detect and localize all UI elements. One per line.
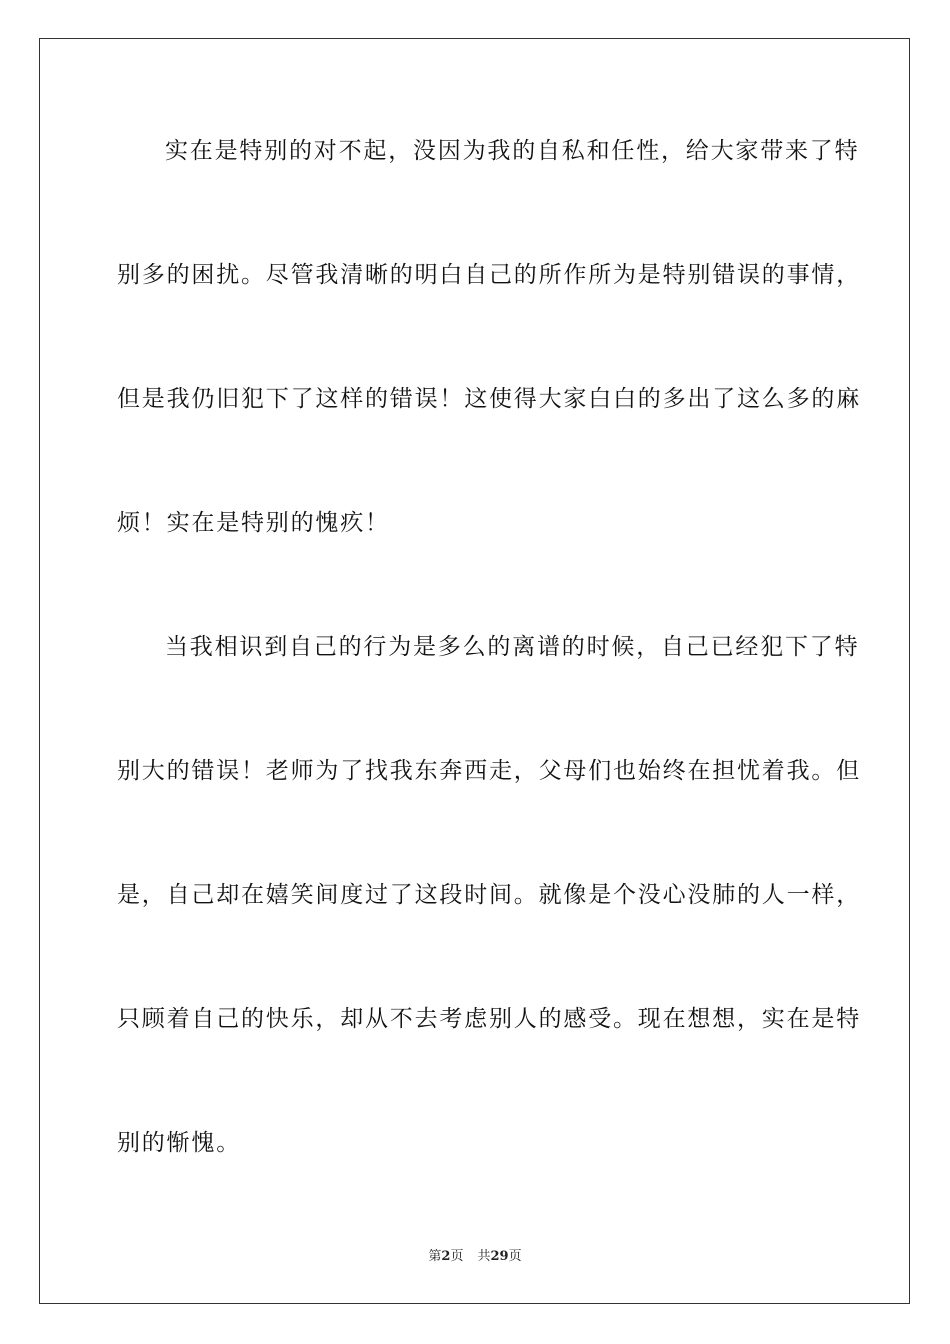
page-number: 2 <box>441 1249 451 1264</box>
text-line: 但是我仍旧犯下了这样的错误！这使得大家白白的多出了这么多的麻 <box>117 386 861 412</box>
page-suffix: 页 <box>450 1249 464 1264</box>
text-line: 别大的错误！老师为了找我东奔西走，父母们也始终在担忧着我。但 <box>117 758 861 784</box>
page-border <box>39 38 910 1304</box>
text-line: 实在是特别的对不起，没因为我的自私和任性，给大家带来了特 <box>165 138 860 164</box>
text-line: 是，自己却在嬉笑间度过了这段时间。就像是个没心没肺的人一样， <box>117 882 861 908</box>
text-line: 烦！实在是特别的愧疚！ <box>117 510 390 536</box>
text-line: 当我相识到自己的行为是多么的离谱的时候，自己已经犯下了特 <box>165 634 860 660</box>
text-line: 只顾着自己的快乐，却从不去考虑别人的感受。现在想想，实在是特 <box>117 1006 861 1032</box>
page-footer <box>0 1248 950 1266</box>
total-suffix: 页 <box>508 1249 522 1264</box>
total-prefix: 共 <box>477 1249 491 1264</box>
total-pages: 29 <box>490 1249 509 1264</box>
page-prefix: 第 <box>428 1249 442 1264</box>
text-line: 别多的困扰。尽管我清晰的明白自己的所作所为是特别错误的事情， <box>117 262 861 288</box>
text-line: 别的惭愧。 <box>117 1130 241 1156</box>
